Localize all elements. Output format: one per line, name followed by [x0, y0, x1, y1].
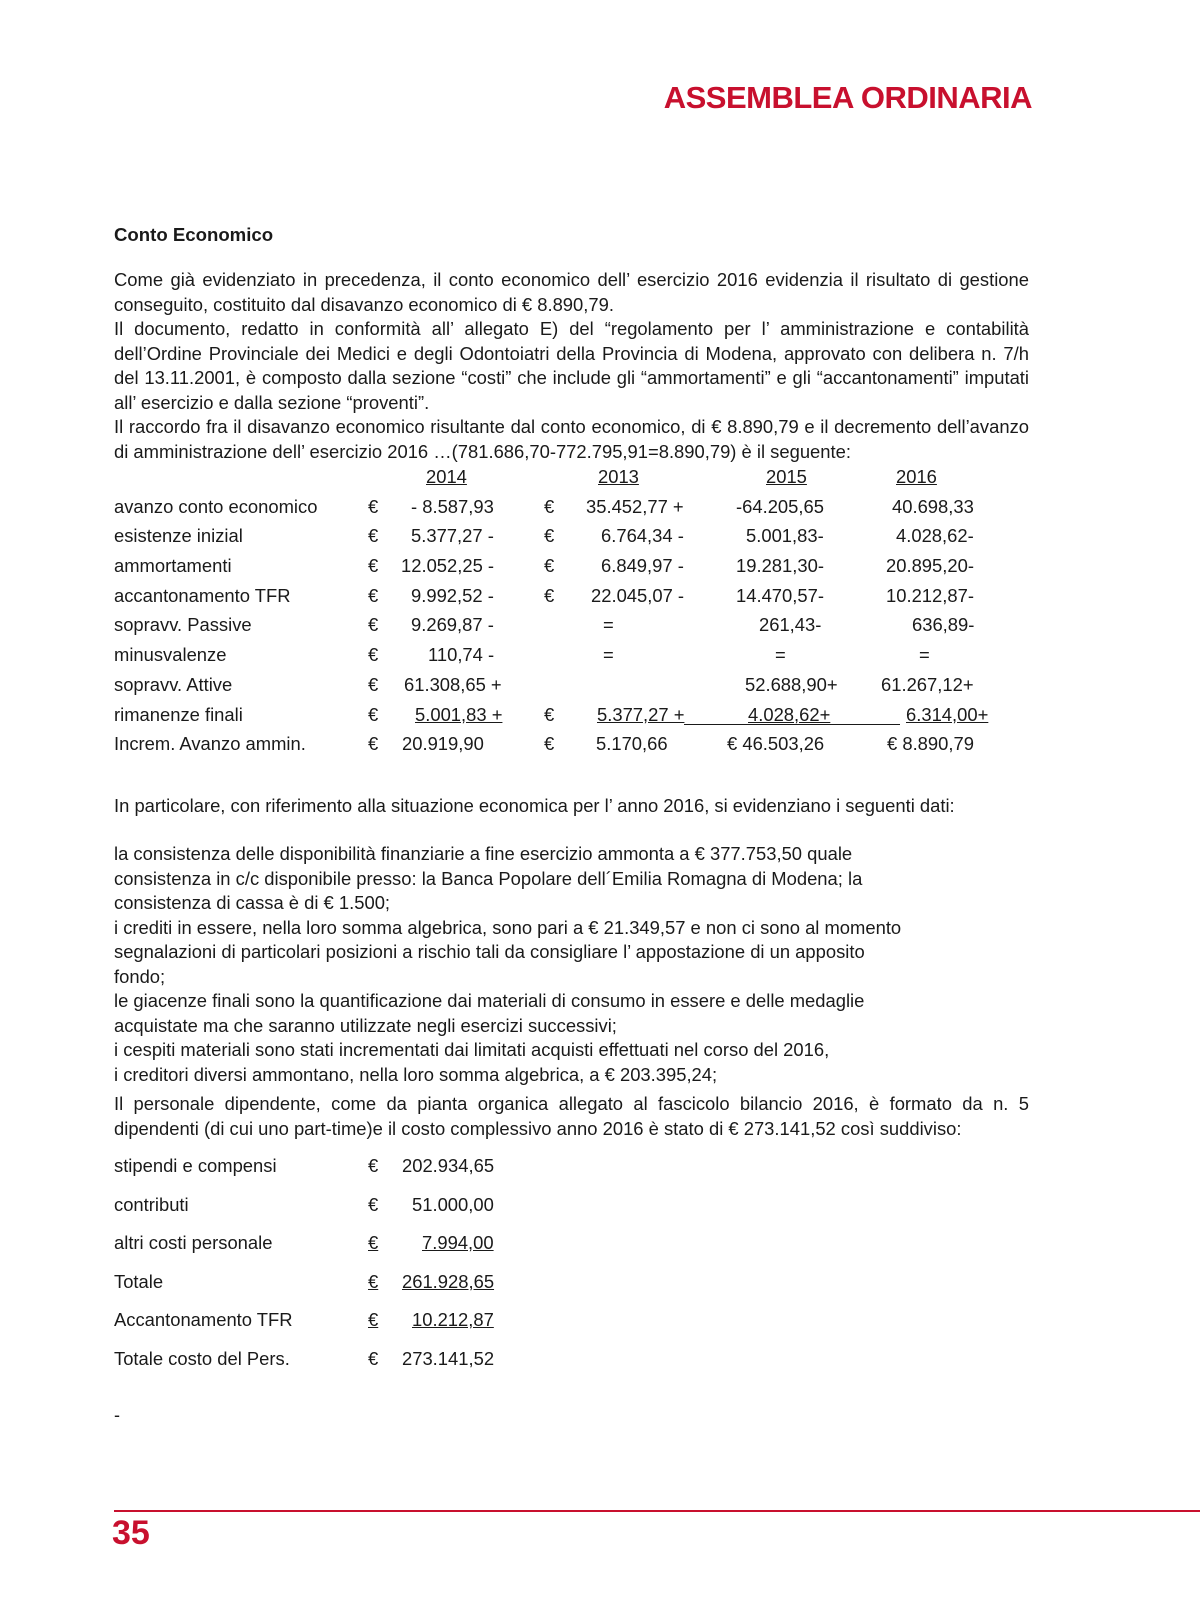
value-2015: 261,43- [759, 614, 822, 636]
row-label: minusvalenze [114, 644, 227, 666]
value-2016: = [919, 644, 930, 666]
value-2013: 22.045,07 - [591, 584, 685, 606]
list-item: segnalazioni di particolari posizioni a rischio tali da consigliare l’ appostazione di un apposito [114, 941, 865, 962]
euro-sign: € [368, 1270, 379, 1292]
page-header-title: ASSEMBLEA ORDINARIA [663, 80, 1032, 115]
value-2014: 20.919,90 [402, 733, 484, 755]
list-item: consistenza di cassa è di € 1.500; [114, 892, 391, 913]
amount: 51.000,00 [412, 1193, 494, 1215]
amount: 202.934,65 [402, 1155, 495, 1176]
intro-text [114, 268, 1029, 464]
staff-paragraph: Il personale dipendente, come da pianta organica allegato al fascicolo bilancio 2016, è formato da n. 5 dipendenti (di cui uno part-time)e il costo complessivo anno 2016 è stato di € 273.141,52 così suddiviso: [114, 1093, 1029, 1139]
list-item: i crediti in essere, nella loro somma algebrica, sono pari a € 21.349,57 e non ci sono al momento [114, 916, 902, 938]
row-label: Totale [114, 1270, 164, 1292]
underline-2015-2016 [830, 724, 900, 725]
value-2016: 20.895,20- [886, 555, 974, 577]
euro-sign: € [368, 1193, 379, 1215]
list-item: i creditori diversi ammontano, nella loro somma algebrica, a € 203.395,24; [114, 1063, 718, 1085]
euro-sign: € [368, 1232, 379, 1254]
list-item: acquistate ma che saranno utilizzate negli esercizi successivi; [114, 1014, 617, 1036]
section-title: Conto Economico [114, 224, 274, 245]
value-2015: = [775, 644, 786, 666]
row-label: Totale costo del Pers. [114, 1347, 290, 1369]
row-label: sopravv. Attive [114, 673, 233, 695]
value-2015: 4.028,62+ [748, 703, 831, 725]
euro-sign-2014: € [368, 555, 379, 577]
euro-sign-2013: € [544, 733, 555, 755]
euro-sign-2014: € [368, 733, 379, 755]
euro-sign-2013: € [544, 555, 555, 577]
euro-sign: € [368, 1347, 379, 1369]
value-2015: -64.205,65 [736, 495, 824, 517]
value-2013: = [603, 614, 614, 636]
euro-sign-2013: € [544, 495, 555, 517]
list-item: consistenza in c/c disponibile presso: la Banca Popolare dell´Emilia Romagna di Modena; la [114, 867, 863, 889]
page-number: 35 [112, 1514, 150, 1552]
value-2013: = [603, 644, 614, 666]
value-2013: 6.849,97 - [601, 555, 684, 577]
row-label: rimanenze finali [114, 703, 243, 725]
value-2016: € 8.890,79 [887, 733, 974, 755]
value-2014: 9.992,52 - [411, 584, 494, 606]
value-2014: 110,74 - [428, 644, 495, 666]
amount: 7.994,00 [422, 1232, 494, 1254]
amount: 261.928,65 [402, 1270, 495, 1292]
euro-sign-2014: € [368, 584, 379, 606]
row-label: ammortamenti [114, 555, 232, 577]
euro-sign-2014: € [368, 495, 379, 517]
value-2016: 10.212,87- [886, 584, 974, 606]
value-2016: 636,89- [912, 614, 975, 636]
column-header-2014: 2014 [426, 466, 467, 487]
row-label: accantonamento TFR [114, 584, 291, 606]
intro-paragraph-2: Il documento, redatto in conformità all’ allegato E) del “regolamento per l’ amministrazione e contabilità dell’Ordine Provinciale dei Medici e degli Odontoiatri della Provincia di Modena, approvato con delibera n. 7/h del 13.11.2001, è composto dalla sezione “costi” che include gli “ammortamenti” e gli “accantonamenti” imputati all’ esercizio e dalla sezione “proventi”. [114, 318, 1029, 413]
intro-paragraph-1: Come già evidenziato in precedenza, il conto economico dell’ esercizio 2016 evidenzia il risultato di gestione conseguito, costituito dal disavanzo economico di € 8.890,79. [114, 269, 1029, 315]
value-2014: 5.377,27 - [411, 525, 494, 547]
row-label: sopravv. Passive [114, 614, 252, 636]
value-2016: 4.028,62- [896, 525, 974, 547]
value-2016: 61.267,12+ [881, 673, 974, 695]
paragraph-particolare: In particolare, con riferimento alla situazione economica per l’ anno 2016, si evidenziano i seguenti dati: [114, 795, 955, 816]
value-2014: 9.269,87 - [411, 614, 494, 636]
euro-sign-2014: € [368, 525, 379, 547]
list-item: le giacenze finali sono la quantificazione dai materiali di consumo in essere e delle medaglie [114, 990, 865, 1011]
value-2014: 5.001,83 + [415, 703, 503, 725]
value-2015: 14.470,57- [736, 584, 824, 606]
row-label: Increm. Avanzo ammin. [114, 733, 306, 755]
euro-sign-2014: € [368, 644, 379, 666]
list-item: i cespiti materiali sono stati incrementati dai limitati acquisti effettuati nel corso del 2016, [114, 1039, 830, 1060]
value-2013: 5.170,66 [596, 733, 668, 755]
euro-sign: € [368, 1155, 379, 1176]
row-label: altri costi personale [114, 1232, 273, 1254]
value-2016: 6.314,00+ [906, 703, 989, 725]
value-2015: € 46.503,26 [727, 733, 825, 755]
column-header-2016: 2016 [896, 466, 937, 487]
amount: 273.141,52 [402, 1347, 495, 1369]
column-header-2015: 2015 [766, 466, 807, 487]
row-label: stipendi e compensi [114, 1155, 277, 1176]
financial-details-list [114, 842, 914, 1087]
euro-sign-2014: € [368, 614, 379, 636]
value-2015: 52.688,90+ [745, 673, 838, 695]
value-2014: 61.308,65 + [404, 673, 502, 695]
value-2015: 19.281,30- [736, 555, 824, 577]
euro-sign-2014: € [368, 673, 379, 695]
trailing-dash: - [114, 1405, 120, 1425]
euro-sign: € [368, 1309, 379, 1331]
value-2014: - 8.587,93 [411, 495, 494, 517]
list-item: la consistenza delle disponibilità finanziarie a fine esercizio ammonta a € 377.753,50 quale [114, 843, 853, 864]
value-2014: 12.052,25 - [401, 555, 495, 577]
row-label: esistenze inizial [114, 525, 243, 547]
intro-paragraph-3: Il raccordo fra il disavanzo economico risultante dal conto economico, di € 8.890,79 e il decremento dell’avanzo di amministrazione dell’ esercizio 2016 …(781.686,70-772.795,91=8.890,79) è il seguente: [114, 416, 1029, 462]
euro-sign-2013: € [544, 525, 555, 547]
row-label: Accantonamento TFR [114, 1309, 293, 1331]
row-label: contributi [114, 1193, 189, 1215]
value-2015: 5.001,83- [746, 525, 824, 547]
euro-sign-2013: € [544, 703, 555, 725]
amount: 10.212,87 [412, 1309, 494, 1331]
value-2013: 5.377,27 + [597, 703, 685, 725]
value-2013: 35.452,77 + [586, 495, 684, 517]
column-header-2013: 2013 [598, 466, 639, 487]
list-item: fondo; [114, 965, 166, 987]
value-2013: 6.764,34 - [601, 525, 684, 547]
euro-sign-2013: € [544, 584, 555, 606]
footer-divider [114, 1510, 1200, 1512]
row-label: avanzo conto economico [114, 495, 318, 517]
value-2016: 40.698,33 [892, 495, 974, 517]
euro-sign-2014: € [368, 703, 379, 725]
